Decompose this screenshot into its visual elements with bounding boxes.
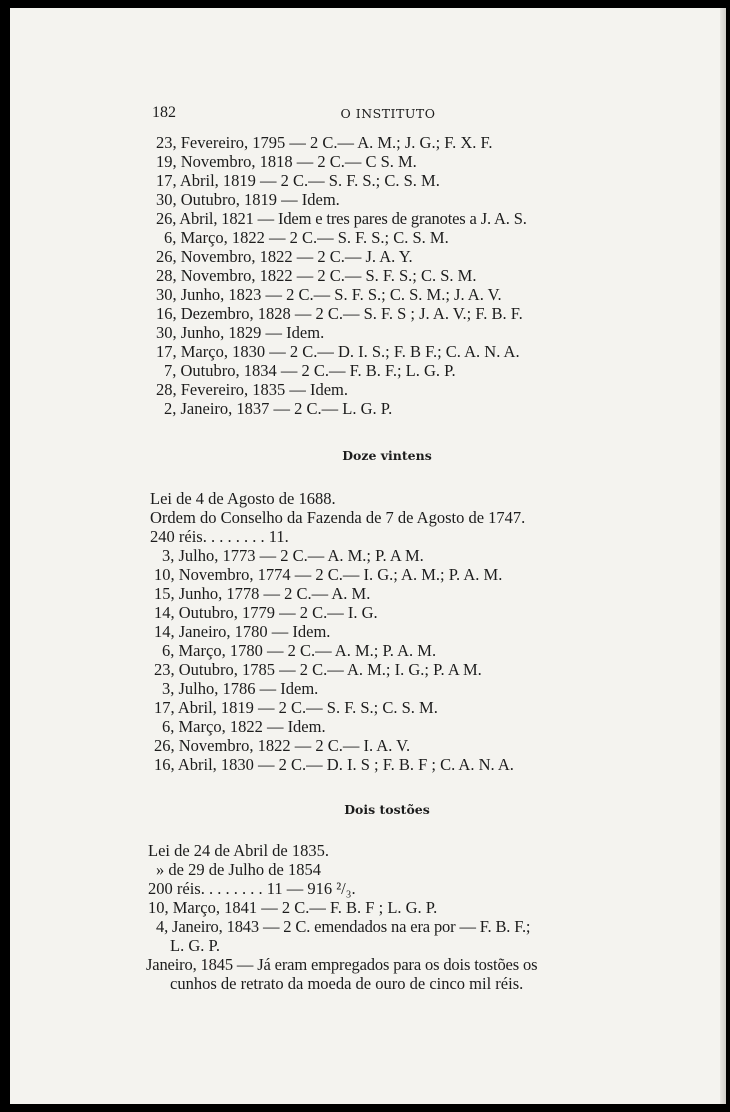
text-line: 6, Março, 1822 — Idem. [162, 717, 326, 736]
section-heading-doze-vintens: Doze vintens [342, 448, 432, 463]
text-line: 2, Janeiro, 1837 — 2 C.— L. G. P. [164, 399, 393, 418]
text-line: 15, Junho, 1778 — 2 C.— A. M. [154, 584, 371, 603]
text-line: 6, Março, 1780 — 2 C.— A. M.; P. A. M. [162, 641, 437, 660]
text-line: 17, Abril, 1819 — 2 C.— S. F. S.; C. S. M. [156, 171, 440, 190]
text-line: 3, Julho, 1786 — Idem. [162, 679, 319, 698]
text-line: 16, Dezembro, 1828 — 2 C.— S. F. S ; J. A. V.; F. B. F. [156, 304, 523, 323]
page-header [10, 104, 726, 126]
text-line: 19, Novembro, 1818 — 2 C.— C S. M. [156, 152, 417, 171]
text-line: Lei de 4 de Agosto de 1688. [150, 489, 336, 508]
running-title: O INSTITUTO [340, 106, 436, 121]
text-line: 16, Abril, 1830 — 2 C.— D. I. S ; F. B. F ; C. A. N. A. [154, 755, 514, 774]
text-line: Ordem do Conselho da Fazenda de 7 de Agosto de 1747. [150, 508, 526, 527]
text-line: 28, Novembro, 1822 — 2 C.— S. F. S.; C. S. M. [156, 266, 477, 285]
text-line: 26, Novembro, 1822 — 2 C.— J. A. Y. [156, 247, 413, 266]
text-line: L. G. P. [170, 936, 220, 955]
text-line: 14, Outubro, 1779 — 2 C.— I. G. [154, 603, 378, 622]
text-line: 10, Novembro, 1774 — 2 C.— I. G.; A. M.; P. A. M. [154, 565, 503, 584]
text-line: 17, Março, 1830 — 2 C.— D. I. S.; F. B F.; C. A. N. A. [156, 342, 520, 361]
text-line: 23, Outubro, 1785 — 2 C.— A. M.; I. G.; P. A M. [154, 660, 482, 679]
text-line: 240 réis. . . . . . . . 11. [150, 527, 289, 546]
text-line: 26, Abril, 1821 — Idem e tres pares de granotes a J. A. S. [156, 209, 527, 228]
text-line: 26, Novembro, 1822 — 2 C.— I. A. V. [154, 736, 411, 755]
text-line: 200 réis. . . . . . . . 11 — 916 ²/₃. [148, 879, 356, 898]
text-line: 14, Janeiro, 1780 — Idem. [154, 622, 331, 641]
text-line: » de 29 de Julho de 1854 [156, 860, 321, 879]
text-line: Janeiro, 1845 — Já eram empregados para os dois tostões os [146, 955, 538, 974]
text-line: 23, Fevereiro, 1795 — 2 C.— A. M.; J. G.; F. X. F. [156, 133, 493, 152]
text-line: 28, Fevereiro, 1835 — Idem. [156, 380, 348, 399]
text-line: 10, Março, 1841 — 2 C.— F. B. F ; L. G. P. [148, 898, 438, 917]
text-line: 30, Outubro, 1819 — Idem. [156, 190, 340, 209]
page-number: 182 [152, 104, 176, 121]
text-line: 30, Junho, 1829 — Idem. [156, 323, 325, 342]
text-line: 6, Março, 1822 — 2 C.— S. F. S.; C. S. M. [164, 228, 449, 247]
text-line: Lei de 24 de Abril de 1835. [148, 841, 330, 860]
section-heading-dois-tostoes: Dois tostões [344, 802, 430, 817]
text-line: cunhos de retrato da moeda de ouro de cinco mil réis. [170, 974, 524, 993]
text-line: 17, Abril, 1819 — 2 C.— S. F. S.; C. S. M. [154, 698, 438, 717]
page-content [10, 8, 726, 1104]
text-line: 7, Outubro, 1834 — 2 C.— F. B. F.; L. G. P. [164, 361, 456, 380]
text-line: 30, Junho, 1823 — 2 C.— S. F. S.; C. S. M.; J. A. V. [156, 285, 502, 304]
document-page [10, 8, 726, 1104]
text-line: 4, Janeiro, 1843 — 2 C. emendados na era por — F. B. F.; [156, 917, 531, 936]
text-line: 3, Julho, 1773 — 2 C.— A. M.; P. A M. [162, 546, 424, 565]
